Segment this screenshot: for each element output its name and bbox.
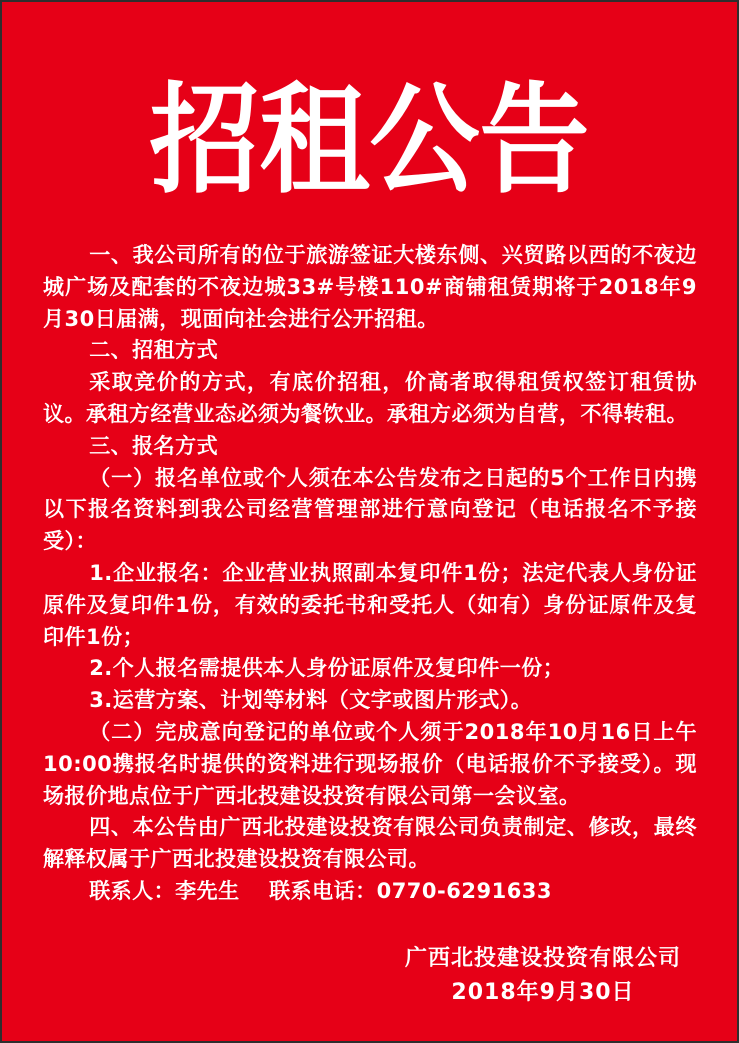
contact-person: 联系人：李先生 [89, 878, 240, 903]
paragraph-enterprise-registration: 1.企业报名：企业营业执照副本复印件1份；法定代表人身份证原件及复印件1份，有效的委托书和受托人（如有）身份证原件及复印件1份； [43, 560, 697, 649]
paragraph-operation-plan: 3.运营方案、计划等材料（文字或图片形式）。 [89, 688, 533, 713]
signature-company: 广西北投建设投资有限公司 [404, 945, 681, 971]
poster-title: 招租公告 [149, 70, 590, 210]
paragraph-onsite-bidding: （二）完成意向登记的单位或个人须于2018年10月16日上午10:00携报名时提供的资料进行现场报价（电话报价不予接受）。现场报价地点位于广西北投建设投资有限公司第一会议室。 [43, 719, 697, 808]
paragraph-individual-registration: 2.个人报名需提供本人身份证原件及复印件一份； [89, 656, 565, 681]
section-heading-registration-method: 三、报名方式 [89, 433, 219, 458]
paragraph-overview: 一、我公司所有的位于旅游签证大楼东侧、兴贸路以西的不夜边城广场及配套的不夜边城33#号楼110#商铺租赁期将于2018年9月30日届满，现面向社会进行公开招租。 [43, 243, 697, 331]
notice-body [43, 240, 697, 908]
contact-line [43, 876, 697, 908]
paragraph-rental-method: 采取竞价的方式，有底价招租，价高者取得租赁权签订租赁协议。承租方经营业态必须为餐饮业。承租方必须为自营，不得转租。 [43, 370, 697, 426]
signature-block [405, 942, 681, 1010]
paragraph-registration-intro: （一）报名单位或个人须在本公告发布之日起的5个工作日内携以下报名资料到我公司经营管理部进行意向登记（电话报名不予接受）： [43, 465, 697, 554]
paragraph-interpretation-rights: 四、本公告由广西北投建设投资有限公司负责制定、修改，最终解释权属于广西北投建设投资有限公司。 [43, 815, 697, 872]
signature-date: 2018年9月30日 [451, 979, 635, 1005]
section-heading-rental-method: 二、招租方式 [89, 338, 219, 363]
contact-phone: 联系电话：0770-6291633 [269, 878, 553, 903]
